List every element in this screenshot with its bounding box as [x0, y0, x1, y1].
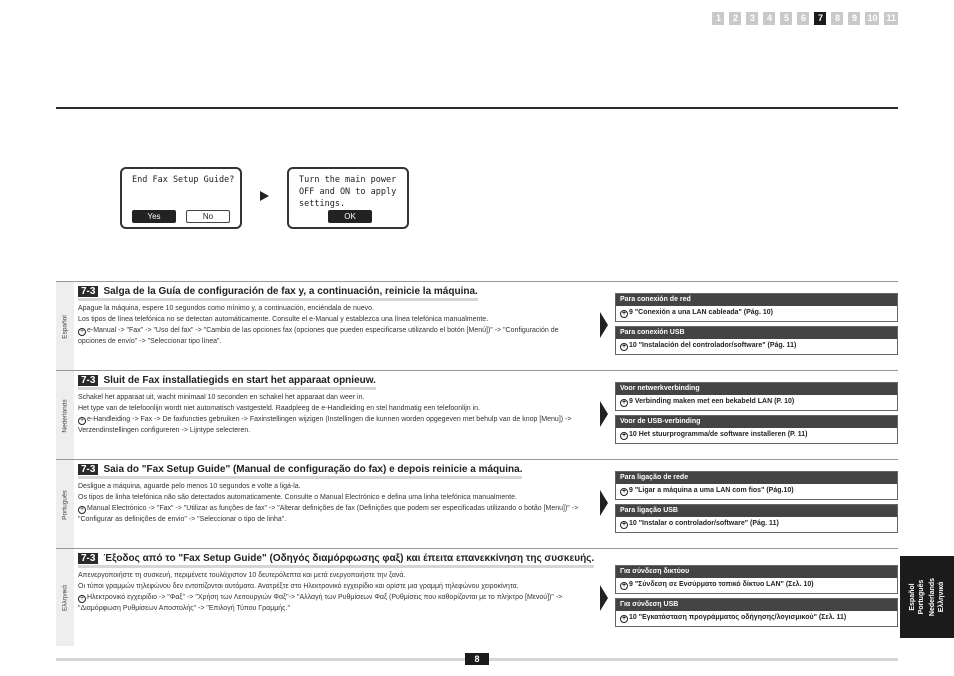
- ref-network: [615, 565, 898, 594]
- manual-path: [78, 592, 583, 614]
- reference-links: [615, 293, 898, 359]
- ref-link[interactable]: [616, 339, 897, 354]
- reference-icon: +: [621, 310, 627, 317]
- ref-link-text: 9 Verbinding maken met een bekabeld LAN (P. 10): [629, 398, 795, 405]
- reference-icon: +: [621, 488, 627, 495]
- ref-link[interactable]: [616, 578, 897, 593]
- ref-heading: Para ligação USB: [616, 505, 897, 517]
- language-label: Nederlands: [61, 398, 69, 433]
- lcd-message-text: Turn the main power OFF and ON to apply settings.: [299, 175, 397, 209]
- step-number: 7-3: [78, 375, 98, 386]
- lcd-screen-end-guide: [120, 167, 242, 229]
- step-number: 7-3: [78, 286, 98, 297]
- ref-heading: Para conexión USB: [616, 327, 897, 339]
- ref-link[interactable]: [616, 428, 897, 443]
- reference-icon: +: [621, 343, 627, 350]
- page-nav-7-current[interactable]: 7: [814, 12, 826, 25]
- next-arrow-icon: [600, 312, 608, 338]
- reference-links: [615, 565, 898, 631]
- ref-link-text: 10 "Instalar o controlador/software" (Pág. 11): [629, 520, 779, 527]
- page-nav-4[interactable]: 4: [763, 12, 775, 25]
- page-nav-3[interactable]: 3: [746, 12, 758, 25]
- section-ellinika: [56, 548, 898, 645]
- lcd-no-button: No: [186, 210, 230, 223]
- next-arrow-icon: [600, 401, 608, 427]
- ref-link-text: 10 "Instalación del controlador/software" (Pág. 11): [629, 342, 797, 349]
- reference-icon: +: [621, 582, 627, 589]
- step-title: [78, 553, 594, 568]
- reference-links: [615, 471, 898, 537]
- instruction-text: Apague la máquina, espere 10 segundos como mínimo y, a continuación, enciéndala de nuevo.: [78, 305, 375, 312]
- step-title-text: Salga de la Guía de configuración de fax y, a continuación, reinicie la máquina.: [103, 286, 478, 297]
- reference-icon: +: [79, 595, 85, 602]
- ref-heading: Voor netwerkverbinding: [616, 383, 897, 395]
- step-body: [78, 303, 583, 347]
- language-tab: [56, 371, 74, 460]
- manual-path-text: e-Manual -> "Fax" -> "Uso del fax" -> "Cambio de las opciones fax (opciones que pueden especificarse utilizando el botón [Menú])" -> "Configuración de opciones de envío" -> "Seleccionar tipo línea".: [78, 327, 559, 345]
- language-label: Español: [909, 583, 916, 611]
- step-number: 7-3: [78, 553, 98, 564]
- ref-heading: Para conexión de red: [616, 294, 897, 306]
- language-tab: [56, 460, 74, 549]
- language-side-tab: [900, 556, 954, 638]
- page-nav-1[interactable]: 1: [712, 12, 724, 25]
- step-title: [78, 286, 478, 301]
- reference-icon: +: [621, 521, 627, 528]
- instruction-text: Desligue a máquina, aguarde pelo menos 10 segundos e volte a ligá-la.: [78, 483, 301, 490]
- ref-network: [615, 382, 898, 411]
- manual-path: [78, 503, 583, 525]
- ref-network: [615, 293, 898, 322]
- reference-icon: +: [621, 432, 627, 439]
- reference-icon: +: [79, 417, 85, 424]
- next-arrow-icon: [600, 585, 608, 611]
- ref-link-text: 9 "Conexión a una LAN cableada" (Pág. 10): [629, 309, 773, 316]
- page-nav-8[interactable]: 8: [831, 12, 843, 25]
- language-tab-col-1: [908, 580, 926, 615]
- instruction-text: Απενεργοποιήστε τη συσκευή, περιμένετε τουλάχιστον 10 δευτερόλεπτα και μετά ενεργοποιήστε την ξανά.: [78, 572, 406, 579]
- reference-icon: +: [621, 615, 627, 622]
- manual-path: [78, 325, 583, 347]
- ref-link[interactable]: [616, 517, 897, 532]
- lcd-yes-button: Yes: [132, 210, 176, 223]
- language-tab-col-2: [928, 578, 946, 616]
- ref-usb: [615, 504, 898, 533]
- reference-links: [615, 382, 898, 448]
- step-number: 7-3: [78, 464, 98, 475]
- step-title-text: Sluit de Fax installatiegids en start het apparaat opnieuw.: [103, 375, 376, 386]
- step-arrow-icon: [260, 191, 269, 201]
- step-body: [78, 481, 583, 525]
- manual-path-text: Ηλεκτρονικό εγχειρίδιο -> "Φαξ" -> "Χρήση των Λειτουργιών Φαξ"-> "Αλλαγή των Ρυθμίσεων Φαξ (Ρυθμίσεις που καθορίζονται με το πλήκτρο [Μενού])" -> "Διαμόρφωση Ρυθμίσεων Αποστολής" -> "Επιλογή Τύπου Γραμμής.": [78, 594, 563, 612]
- step-body: [78, 392, 583, 436]
- step-title: [78, 464, 522, 479]
- ref-network: [615, 471, 898, 500]
- language-label: Nederlands: [929, 577, 936, 617]
- ref-link[interactable]: [616, 484, 897, 499]
- lcd-ok-button: OK: [328, 210, 372, 223]
- ref-usb: [615, 326, 898, 355]
- note-text: Οι τύποι γραμμών τηλεφώνου δεν εντοπίζονται αυτόματα. Ανατρέξτε στο Ηλεκτρονικό εγχειρίδιο και ορίστε μια γραμμή τηλεφώνου χειροκίνητα.: [78, 583, 519, 590]
- ref-heading: Voor de USB-verbinding: [616, 416, 897, 428]
- page-number: 8: [465, 653, 489, 665]
- note-text: Los tipos de línea telefónica no se detectan automáticamente. Consulte el e-Manual y establezca una línea telefónica manualmente.: [78, 316, 489, 323]
- next-arrow-icon: [600, 490, 608, 516]
- page-nav-5[interactable]: 5: [780, 12, 792, 25]
- top-divider: [56, 107, 898, 109]
- lcd-screen-restart: [287, 167, 409, 229]
- language-label: Ελληνικά: [938, 581, 945, 613]
- ref-link-text: 10 "Εγκατάσταση προγράμματος οδήγησης/λογισμικού" (Σελ. 11): [629, 614, 847, 621]
- ref-link-text: 9 "Σύνδεση σε Ενσύρματο τοπικό δίκτυο LAN" (Σελ. 10): [629, 581, 814, 588]
- manual-path-text: Manual Electrónico -> "Fax" -> "Utilizar as funções de fax" -> "Alterar definições de fax (Definições que podem ser especificadas utilizando o botão [Menu])" -> "Configurar as definições de envio" -> "Seleccionar o tipo de linha".: [78, 505, 579, 523]
- page-navigation: [712, 12, 898, 25]
- page-nav-10[interactable]: 10: [867, 13, 878, 23]
- ref-heading: Για σύνδεση USB: [616, 599, 897, 611]
- ref-link-text: 9 "Ligar a máquina a uma LAN com fios" (Pág.10): [629, 487, 794, 494]
- page-nav-2[interactable]: 2: [729, 12, 741, 25]
- step-title: [78, 375, 376, 390]
- manual-path: [78, 414, 583, 436]
- instruction-text: Schakel het apparaat uit, wacht minimaal 10 seconden en schakel het apparaat dan weer in.: [78, 394, 365, 401]
- reference-icon: +: [79, 328, 85, 335]
- manual-path-text: e-Handleiding -> Fax -> De faxfuncties gebruiken -> Faxinstellingen wijzigen (Instellingen die kunnen worden opgegeven met behulp van de knop [Menu]) -> Verzendinstellingen configureren -> Lijntype selecteren.: [78, 416, 572, 434]
- language-tab: [56, 282, 74, 371]
- ref-heading: Para ligação de rede: [616, 472, 897, 484]
- ref-link[interactable]: [616, 306, 897, 321]
- lcd-prompt-text: End Fax Setup Guide?: [132, 175, 235, 185]
- ref-heading: Για σύνδεση δικτύου: [616, 566, 897, 578]
- page-nav-11[interactable]: 11: [886, 13, 896, 23]
- ref-link-text: 10 Het stuurprogramma/de software installeren (P. 11): [629, 431, 808, 438]
- section-portugues: [56, 459, 898, 548]
- page-nav-6[interactable]: 6: [797, 12, 809, 25]
- step-title-text: Saia do "Fax Setup Guide" (Manual de configuração do fax) e depois reinicie a máquina.: [103, 464, 523, 475]
- language-label: Português: [918, 579, 925, 615]
- note-text: Os tipos de linha telefónica não são detectados automaticamente. Consulte o Manual Electrónico e defina uma linha telefónica manualmente.: [78, 494, 517, 501]
- note-text: Het type van de telefoonlijn wordt niet automatisch vastgesteld. Raadpleeg de e-Handleiding en stel handmatig een telefoonlijn in.: [78, 405, 480, 412]
- ref-link[interactable]: [616, 395, 897, 410]
- section-espanol: [56, 281, 898, 370]
- ref-usb: [615, 415, 898, 444]
- language-tab: [56, 549, 74, 646]
- reference-icon: +: [621, 399, 627, 406]
- section-nederlands: [56, 370, 898, 459]
- language-label: Português: [61, 489, 69, 520]
- ref-usb: [615, 598, 898, 627]
- language-label: Ελληνικά: [61, 584, 69, 611]
- step-title-text: Έξοδος από το "Fax Setup Guide" (Οδηγός διαμόρφωσης φαξ) και έπειτα επανεκκίνηση της συσκευής.: [103, 553, 595, 564]
- ref-link[interactable]: [616, 611, 897, 626]
- page-nav-9[interactable]: 9: [848, 12, 860, 25]
- reference-icon: +: [79, 506, 85, 513]
- step-body: [78, 570, 583, 614]
- language-label: Español: [61, 314, 69, 339]
